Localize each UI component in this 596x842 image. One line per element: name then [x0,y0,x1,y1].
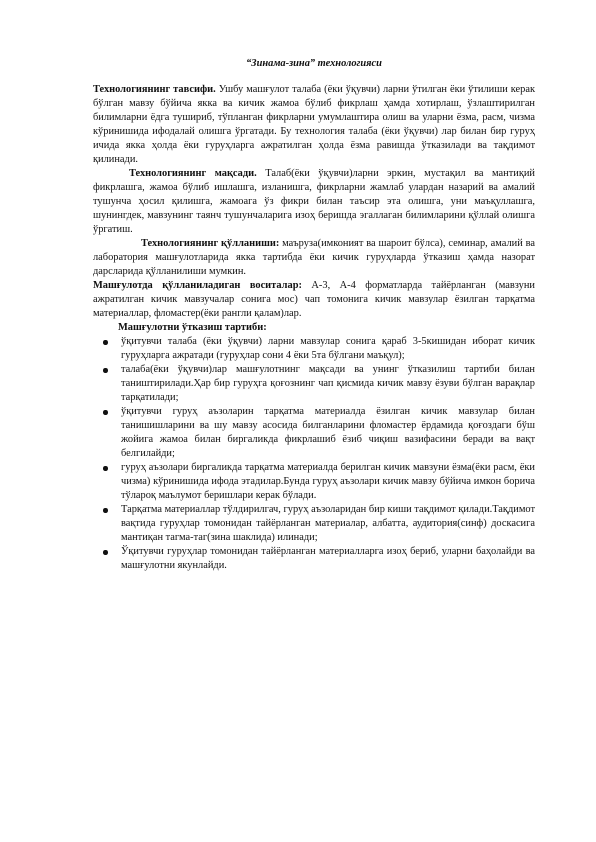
list-item: ўқитувчи талаба (ёки ўқувчи) ларни мавзулар сонига қараб 3-5кишидан иборат кичик гуруҳларга ажратади (гуруҳлар сони 4 ёки 5та бўлгани маъқул); [121,336,535,361]
goal-paragraph [93,167,535,237]
document-title: “Зинама-зина” технологияси [246,58,382,69]
list-item: талаба(ёки ўқувчи)лар машғулотнинг мақсади ва унинг ўтказилиш тартиби билан таништирилади.Ҳар бир гуруҳга қоғознинг чап қисмида кичик мавзу ёзуви бўлган варақлар тарқатилади; [121,364,535,403]
tools-text: А-3, А-4 форматларда тайёрланган (мавзуни ажратилган кичик мавзучалар сонига мос) чап томонига кичик мавзулар ёзилган тарқатма материаллар, фломастер(ёки рангли қалам)лар. [93,280,535,319]
goal-label: Технологиянинг мақсади. [129,168,257,179]
list-item: Тарқатма материаллар тўлдирилгач, гуруҳ аъзоларидан бир киши тақдимот қилади.Тақдимот вақтида гуруҳлар томонидан тайёрланган материалар, албатта, аудитория(синф) доскасига мантиқан тагма-таг(зина шаклида) илинади; [121,504,535,543]
order-heading: Машғулотни ўтказиш тартиби: [118,322,267,333]
description-paragraph [93,83,535,167]
steps-list [93,335,535,573]
tools-paragraph [93,279,535,321]
usage-text: маъруза(имконият ва шароит бўлса), семинар, амалий ва лаборатория машғулотларида якка тартибда ёки кичик гуруҳларда ўтказиш ҳамда назорат дарсларида қўлланилиши мумкин. [93,238,535,277]
usage-label: Технологиянинг қўлланиши: [141,238,280,249]
description-text: Ушбу машғулот талаба (ёки ўқувчи) ларни ўтилган ёки ўтилиши керак бўлган мавзу бўйича якка ва кичик жамоа бўлиб фикрлаш ҳамда хотирлаш, ўзлаштирилган билимларни ёдга тушириб, тўпланган фикрларни умумлаштира олиш ва уларни ёзма, расм, чизма кўринишида ифодалай олишга ўргатади. Бу технология талаба (ёки ўқувчи) лар билан бир гуруҳ ичида якка ҳолда ёки гуруҳларга ажратилган ҳолда ёзма равишда ўтказилади ва тақдимот қилинади. [93,84,536,165]
usage-paragraph [93,237,535,279]
list-item: ўқитувчи гуруҳ аъзоларин тарқатма материалда ёзилган кичик мавзулар билан танишишларини ва шу мавзу асосида билганларини фломастер ёрдамида қоғоздаги бўш жойига жамоа билан биргаликда фикрлашиб ёзиб чиқиш вазифасини беради ва вақт белгилайди; [121,406,535,459]
tools-label: Машғулотда қўлланиладиган воситалар: [93,280,302,291]
list-item: Ўқитувчи гуруҳлар томонидан тайёрланган материалларга изоҳ бериб, уларни баҳолайди ва машғулотни якунлайди. [121,546,535,571]
list-item: гуруҳ аъзолари биргаликда тарқатма материалда берилган кичик мавзуни ёзма(ёки расм, ёки чизма) кўринишида ифода этадилар.Бунда гуруҳ аъзолари кичик мавзу бўйича имкон борича тўлароқ маълумот беришлари керак бўлади. [121,462,535,501]
description-label: Технологиянинг тавсифи. [93,84,216,95]
goal-text: Талаб(ёки ўқувчи)ларни эркин, мустақил ва мантиқий фикрлашга, жамоа бўлиб ишлашга, изланишга, фикрларни жамлаб улардан назарий ва амалий тушунча ҳосил қилишга, жамоага ўз фикри билан таъсир эта олишга, уни маъқуллашга, шунингдек, мавзунинг таянч тушунчаларига изоҳ беришда эгаллаган билимларини қўллай олишга ўргатиш. [93,168,535,235]
